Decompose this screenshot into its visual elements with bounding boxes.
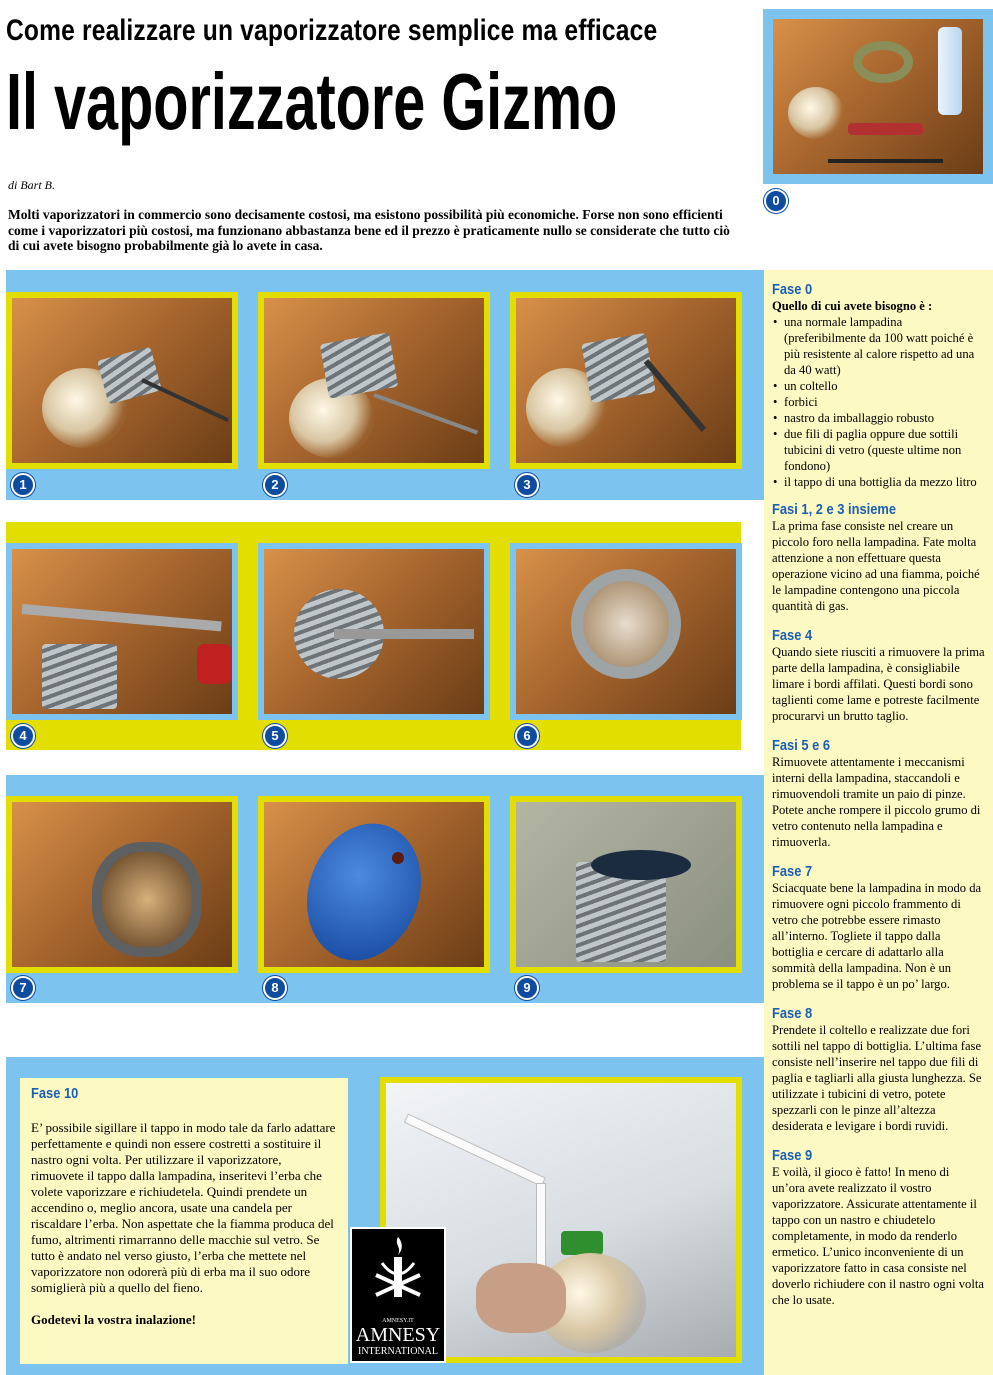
- materials-list: [772, 314, 985, 490]
- amnesy-logo: [350, 1227, 446, 1363]
- fase-4-text: Quando siete riusciti a rimuovere la prima parte della lampadina, è consigliabile limare i bordi affilati. Questi bordi sono taglienti come lame e potreste facilmente procurarvi un brutto taglio.: [772, 645, 985, 723]
- fase-123-text: La prima fase consiste nel creare un piccolo foro nella lampadina. Fate molta attenzione a non effettuare questa operazione vicino ad una fiamma, poiché le lampadine contengono una piccola quantità di gas.: [772, 519, 980, 613]
- fase-9-text: E voilà, il gioco è fatto! In meno di un’ora avete realizzato il vostro vaporizzatore. Assicurate attentamente il tappo con un nastro e chiudetelo completamente, in modo da renderlo ermetico. L’unico inconveniente di un vaporizzatore fatto in casa consiste nel doverlo richiudere con il nastro ogni volta che lo usate.: [772, 1165, 984, 1307]
- logo-small-text: AMNESY.IT: [382, 1318, 414, 1324]
- fase-0-heading: Fase 0: [772, 281, 813, 298]
- logo-name: AMNESY: [355, 1324, 441, 1346]
- fase-0-lead: Quello di cui avete bisogno è :: [772, 299, 933, 313]
- photo-2: [258, 292, 490, 469]
- photo-3-badge: 3: [515, 473, 539, 497]
- instructions-sidebar: [764, 270, 993, 1375]
- photo-5: [258, 543, 490, 720]
- fase-4-heading: Fase 4: [772, 627, 813, 644]
- list-item: • forbici: [784, 394, 985, 410]
- list-item: • il tappo di una bottiglia da mezzo litro: [784, 474, 985, 490]
- photo-7: [6, 796, 238, 973]
- photo-4-badge: 4: [11, 724, 35, 748]
- list-item: • un coltello: [784, 378, 985, 394]
- photo-9: [510, 796, 742, 973]
- list-item: • una normale lampadina (preferibilmente da 100 watt poiché è più resistente al calore rispetto ad una da 40 watt): [784, 314, 985, 378]
- subtitle: Come realizzare un vaporizzatore semplice ma efficace: [6, 14, 658, 47]
- fase-123-heading: Fasi 1, 2 e 3 insieme: [772, 501, 897, 518]
- photo-4: [6, 543, 238, 720]
- photo-0-frame: [763, 9, 993, 184]
- fase-7-heading: Fase 7: [772, 863, 813, 880]
- photo-3: [510, 292, 742, 469]
- logo-subtitle: INTERNATIONAL: [358, 1346, 438, 1357]
- photo-0-badge: 0: [764, 189, 788, 213]
- page-title: Il vaporizzatore Gizmo: [6, 57, 618, 146]
- fase-8-heading: Fase 8: [772, 1005, 813, 1022]
- photo-6: [510, 543, 742, 720]
- photo-7-badge: 7: [11, 976, 35, 1000]
- list-item: • due fili di paglia oppure due sottili tubicini di vetro (queste ultime non fondono): [784, 426, 985, 474]
- fase-7-text: Sciacquate bene la lampadina in modo da rimuovere ogni piccolo frammento di vetro che potrebbe essere rimasto all’interno. Togliete il tappo dalla bottiglia e cercare di adattarlo alla sommità della lampadina. Non è un problema se il tappo è un po’ largo.: [772, 881, 982, 991]
- fase-10-heading: Fase 10: [31, 1085, 79, 1102]
- photo-8: [258, 796, 490, 973]
- fase-8-text: Prendete il coltello e realizzate due fori sottili nel tappo di bottiglia. L’ultima fase consiste nell’inserire nel tappo due fili di paglia e tagliarli alla giusta lunghezza. Se utilizzate i tubicini di vetro, potete spezzarli con le pinze all’altezza desiderata e levigare i bordi ruvidi.: [772, 1023, 982, 1133]
- fase-10-text: E’ possibile sigillare il tappo in modo tale da farlo adattare perfettamente e quindi non essere costretti a sostituire il nastro ogni volta. Per utilizzare il vaporizzatore, rimuovete il tappo dalla lampadina, inseritevi l’erba che volete vaporizzare e richiudetela. Quindi prendete un accendino o, meglio ancora, usate una candela per riscaldare l’erba. Non aspettate che la fiamma produca del fumo, altrimenti rimarranno delle macchie sul vetro. Se tutto è andato nel verso giusto, l’erba che mettete nel vaporizzatore non odorerà più di erba ma il suo odore somiglierà più a quello del fieno.: [31, 1120, 336, 1295]
- fase-56-text: Rimuovete attentamente i meccanismi interni della lampadina, staccandoli e rimuovendoli tramite un paio di pinze. Potete anche rompere il piccolo grumo di vetro contenuto nella lampadina e rimuoverla.: [772, 755, 981, 849]
- photo-6-badge: 6: [515, 724, 539, 748]
- photo-0: [767, 13, 989, 180]
- intro-paragraph: Molti vaporizzatori in commercio sono decisamente costosi, ma esistono possibilità più economiche. Forse non sono efficienti come i vaporizzatori più costosi, ma funzionano abbastanza bene ed il prezzo è praticamente nullo se considerate che tutto ciò di cui avete bisogno probabilmente già lo avete in casa.: [8, 207, 730, 253]
- fase-9-heading: Fase 9: [772, 1147, 813, 1164]
- list-item: • nastro da imballaggio robusto: [784, 410, 985, 426]
- byline: di Bart B.: [8, 178, 55, 192]
- fase-56-heading: Fasi 5 e 6: [772, 737, 831, 754]
- fase-10-box: [20, 1078, 348, 1364]
- photo-1-badge: 1: [11, 473, 35, 497]
- photo-1: [6, 292, 238, 469]
- candle-logo-icon: [368, 1233, 428, 1313]
- photo-5-badge: 5: [263, 724, 287, 748]
- photo-2-badge: 2: [263, 473, 287, 497]
- fase-10-closing: Godetevi la vostra inalazione!: [31, 1312, 197, 1327]
- photo-9-badge: 9: [515, 976, 539, 1000]
- photo-8-badge: 8: [263, 976, 287, 1000]
